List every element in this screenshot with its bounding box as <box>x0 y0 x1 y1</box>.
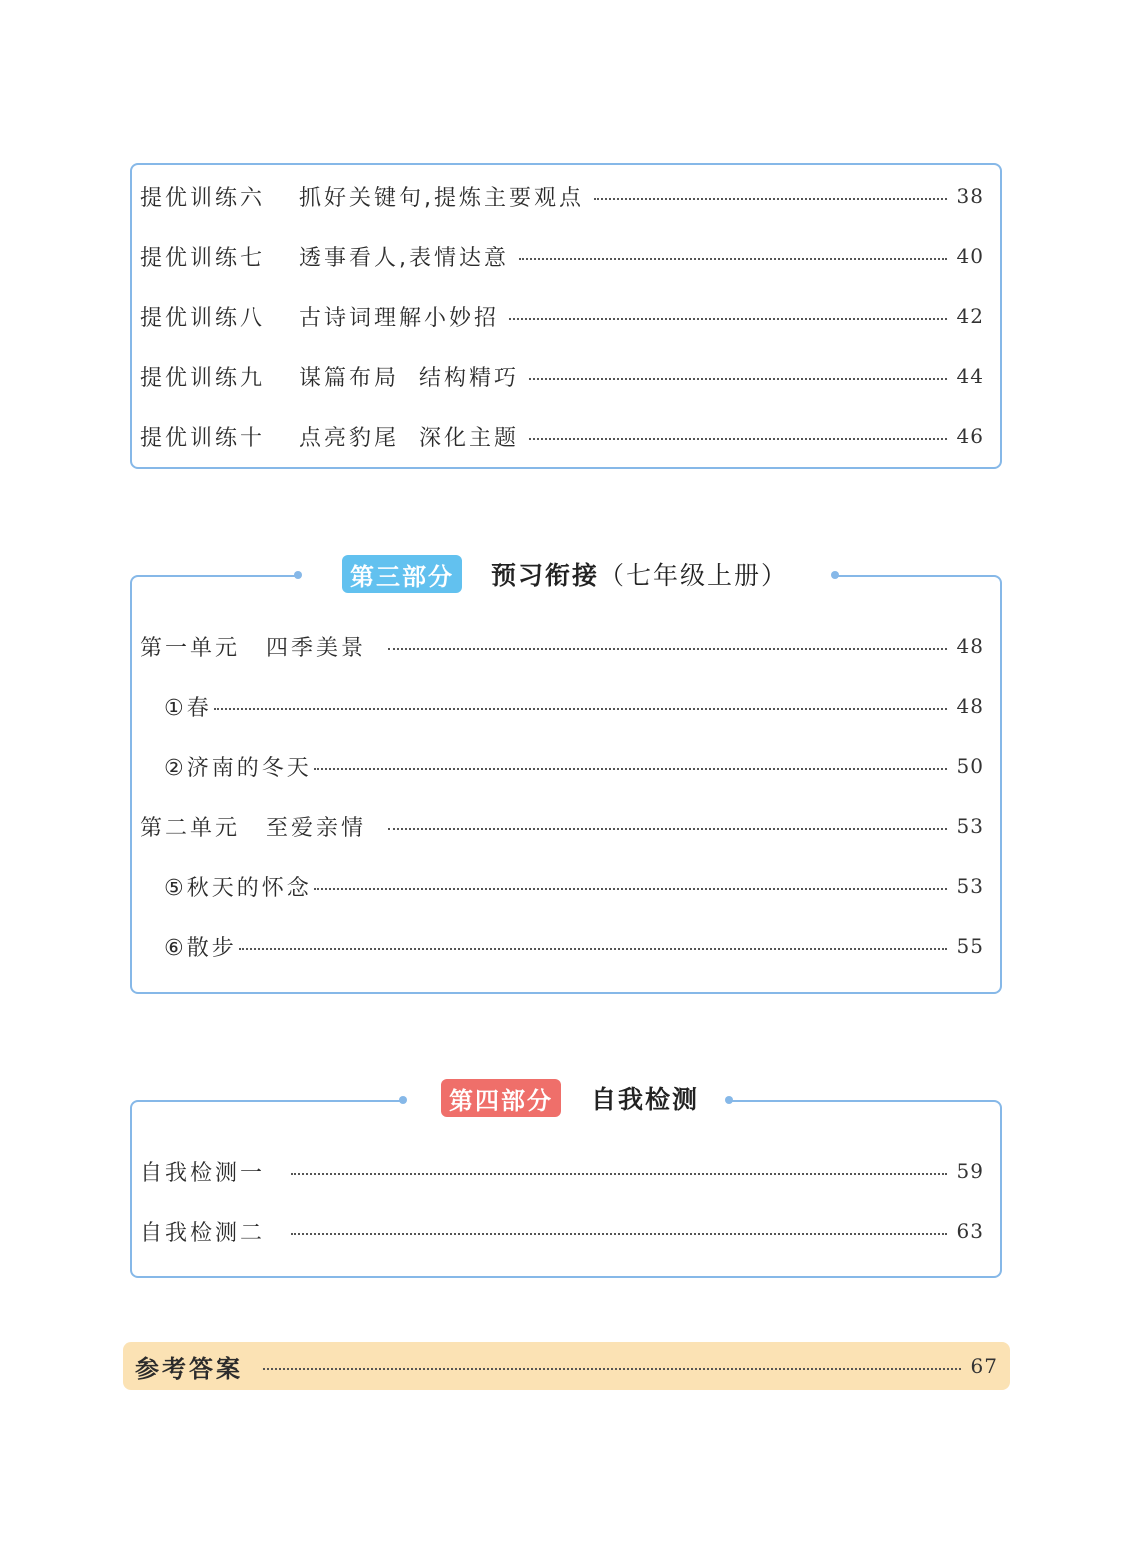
entry-page: 59 <box>956 1159 984 1183</box>
part4-title-main: 自我检测 <box>591 1085 700 1114</box>
toc-entry[interactable] <box>140 626 984 666</box>
entry-label: 第一单元 <box>140 635 241 661</box>
dot-leader <box>291 1161 947 1175</box>
part3-title-sub: （七年级上册） <box>599 561 789 590</box>
entry-label: 第二单元 <box>140 815 241 841</box>
dot-leader <box>214 696 947 710</box>
part3-badge-text: 第三部分 <box>350 562 454 591</box>
toc-entry[interactable] <box>164 686 984 726</box>
toc-entry[interactable] <box>140 236 984 276</box>
dot-leader <box>388 816 947 830</box>
dot-leader <box>519 246 947 260</box>
dot-leader <box>529 366 947 380</box>
entry-label: 自我检测一 <box>140 1160 266 1186</box>
dot-leader <box>529 426 947 440</box>
entry-page: 42 <box>956 304 984 328</box>
toc-entry[interactable] <box>140 176 984 216</box>
frame-top-edge <box>732 1100 992 1102</box>
answers-page: 67 <box>970 1354 998 1378</box>
entry-label: ①春 <box>164 695 212 721</box>
frame-top-edge <box>838 575 992 577</box>
frame-top-edge <box>140 1100 400 1102</box>
entry-page: 63 <box>956 1219 984 1243</box>
entry-page: 53 <box>956 814 984 838</box>
toc-entry[interactable] <box>140 296 984 336</box>
toc-entry[interactable] <box>164 926 984 966</box>
toc-entry[interactable] <box>140 1211 984 1251</box>
entry-label: 提优训练九 <box>140 365 266 391</box>
entry-page: 44 <box>956 364 984 388</box>
part4-frame <box>130 1111 1002 1278</box>
entry-page: 48 <box>956 694 984 718</box>
toc-entry[interactable] <box>140 806 984 846</box>
entry-page: 50 <box>956 754 984 778</box>
entry-title: 谋篇布局 结构精巧 <box>299 365 520 391</box>
entry-label: 提优训练七 <box>140 245 266 271</box>
toc-entry[interactable] <box>140 1151 984 1191</box>
entry-title: 四季美景 <box>266 635 367 661</box>
entry-page: 48 <box>956 634 984 658</box>
toc-entry[interactable] <box>140 356 984 396</box>
frame-top-edge <box>140 575 296 577</box>
dot-leader <box>291 1221 947 1235</box>
dot-leader <box>263 1356 961 1370</box>
answers-bar <box>123 1342 1010 1390</box>
entry-label: ⑥散步 <box>164 935 237 961</box>
entry-label: 提优训练八 <box>140 305 266 331</box>
entry-page: 40 <box>956 244 984 268</box>
entry-page: 46 <box>956 424 984 448</box>
entry-title: 抓好关键句,提炼主要观点 <box>299 185 585 211</box>
part2-frame <box>130 163 1002 469</box>
entry-title: 古诗词理解小妙招 <box>299 305 500 331</box>
entry-title: 透事看人,表情达意 <box>299 245 510 271</box>
toc-entry[interactable] <box>164 746 984 786</box>
entry-page: 55 <box>956 934 984 958</box>
part4-badge-text: 第四部分 <box>449 1086 553 1115</box>
frame-dot <box>399 1096 407 1104</box>
entry-label: ②济南的冬天 <box>164 755 312 781</box>
toc-entry[interactable] <box>164 866 984 906</box>
entry-label: ⑤秋天的怀念 <box>164 875 312 901</box>
dot-leader <box>509 306 947 320</box>
toc-entry[interactable] <box>135 1346 998 1386</box>
dot-leader <box>239 936 947 950</box>
dot-leader <box>314 876 947 890</box>
entry-title: 点亮豹尾 深化主题 <box>299 425 520 451</box>
dot-leader <box>594 186 947 200</box>
entry-page: 53 <box>956 874 984 898</box>
toc-entry[interactable] <box>140 416 984 456</box>
dot-leader <box>314 756 947 770</box>
entry-label: 提优训练十 <box>140 425 266 451</box>
frame-dot <box>294 571 302 579</box>
dot-leader <box>388 636 947 650</box>
answers-label: 参考答案 <box>135 1354 243 1383</box>
part3-frame <box>130 586 1002 994</box>
entry-title: 至爱亲情 <box>266 815 367 841</box>
entry-label: 自我检测二 <box>140 1220 266 1246</box>
entry-label: 提优训练六 <box>140 185 266 211</box>
entry-page: 38 <box>956 184 984 208</box>
part3-title-main: 预习衔接 <box>491 561 600 590</box>
